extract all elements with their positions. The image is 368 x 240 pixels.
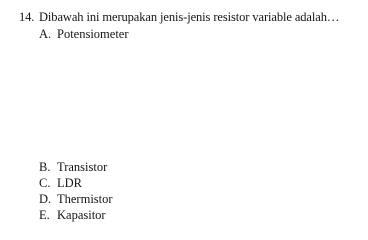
- option-letter: E.: [39, 208, 50, 222]
- option-label: Thermistor: [57, 192, 113, 206]
- option-letter: B.: [39, 160, 51, 174]
- question-body: Dibawah ini merupakan jenis-jenis resistor variable adalah…: [39, 10, 340, 24]
- question-text: [19, 10, 339, 25]
- option-d[interactable]: [39, 192, 113, 207]
- option-c[interactable]: [39, 176, 82, 191]
- option-label: Kapasitor: [57, 208, 106, 222]
- option-e[interactable]: [39, 208, 106, 223]
- option-letter: D.: [39, 192, 52, 206]
- option-b[interactable]: [39, 160, 107, 175]
- option-a[interactable]: [39, 27, 129, 42]
- option-letter: C.: [39, 176, 51, 190]
- option-letter: A.: [39, 27, 52, 41]
- question-number: 14.: [19, 10, 35, 24]
- option-label: Potensiometer: [57, 27, 129, 41]
- option-label: Transistor: [57, 160, 108, 174]
- option-label: LDR: [57, 176, 82, 190]
